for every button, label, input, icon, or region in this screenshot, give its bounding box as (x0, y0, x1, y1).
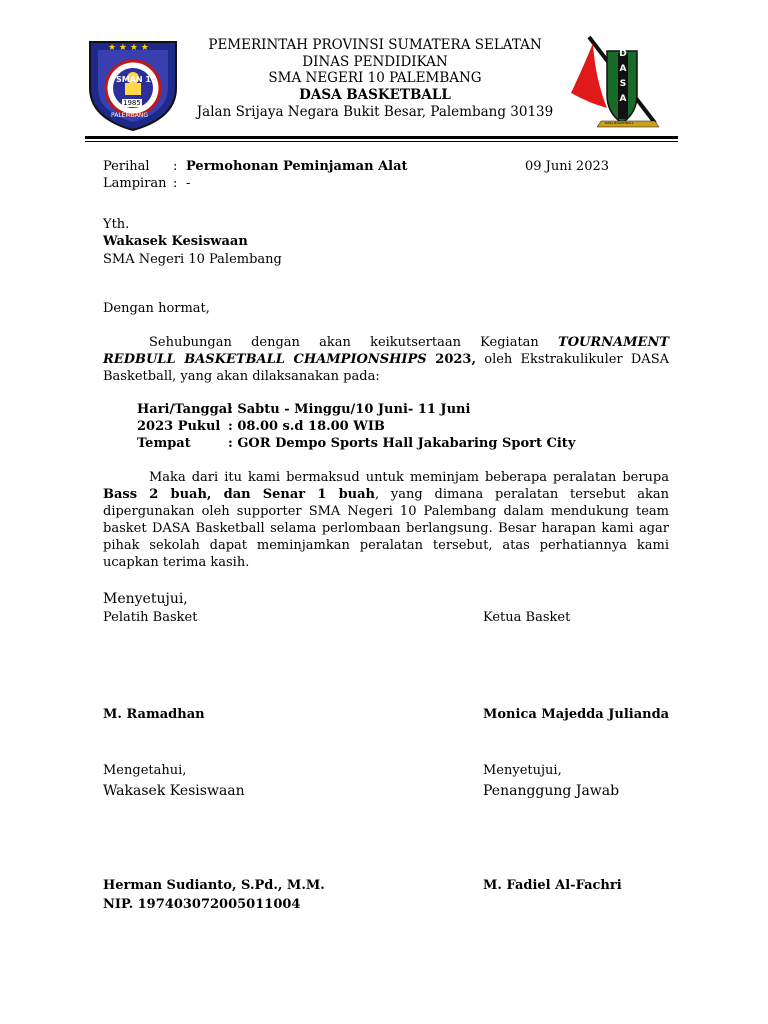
dasa-letter: A (619, 64, 627, 74)
letterhead-line3: SMA NEGERI 10 PALEMBANG (268, 70, 482, 86)
lampiran-label: Lampiran (103, 176, 167, 191)
school-logo-bottom-text: PALEMBANG (111, 112, 149, 119)
captain-name: Monica Majedda Julianda (483, 707, 670, 722)
perihal-value: Permohonan Peminjaman Alat (186, 159, 408, 174)
letterhead-rule-thick (85, 136, 678, 139)
dasa-letter: S (619, 79, 627, 89)
schedule-time-label: 2023 Pukul (137, 419, 221, 434)
dasa-logo-banner: DASA BASKETBALL (605, 121, 634, 125)
vice-principal-nip: NIP. 197403072005011004 (103, 897, 301, 912)
body1-post: oleh Ekstrakulikuler DASA Basketball, yang akan dilaksanakan pada: (103, 352, 669, 384)
dasa-letter: D (619, 49, 627, 59)
lampiran-value: - (186, 176, 191, 191)
body2-post: , yang dimana peralatan tersebut akan dipergunakan oleh supporter SMA Negeri 10 Palembang dalam mendukung team basket DASA Basketball selama perlombaan berlangsung. Besar harapan kami agar pihak sekolah dapat meminjamkan peralatan tersebut, atas perhatiannya kami ucapkan terima kasih. (103, 487, 669, 570)
letter-date: 09 Juni 2023 (525, 159, 610, 174)
body-paragraph-1 (103, 334, 669, 385)
schedule-place-value: : GOR Dempo Sports Hall Jakabaring Sport City (228, 436, 576, 451)
lampiran-separator: : (173, 176, 178, 191)
body2-pre: Maka dari itu kami bermaksud untuk meminjam beberapa peralatan berupa (149, 470, 669, 485)
schedule-day-label: Hari/Tanggal (137, 402, 233, 417)
svg-text:★ ★ ★ ★: ★ ★ ★ ★ (108, 43, 149, 53)
letterhead-address: Jalan Srijaya Negara Bukit Besar, Palembang 30139 (196, 104, 554, 120)
vice-principal-name: Herman Sudianto, S.Pd., M.M. (103, 878, 325, 893)
responsible-title: Penanggung Jawab (483, 783, 620, 799)
greeting: Dengan hormat, (103, 301, 210, 316)
body1-pre: Sehubungan dengan akan keikutsertaan Kegiatan (149, 335, 559, 350)
letterhead (160, 37, 590, 121)
letterhead-line2: DINAS PENDIDIKAN (302, 53, 448, 70)
recipient-name: Wakasek Kesiswaan (103, 234, 248, 249)
school-logo-year: 1985 (123, 99, 141, 107)
approve2-label: Menyetujui, (483, 763, 562, 778)
perihal-label: Perihal (103, 159, 150, 174)
schedule-day-value: : Sabtu - Minggu/10 Juni- 11 Juni (228, 402, 471, 417)
borrowed-items: Bass 2 buah, dan Senar 1 buah (103, 487, 375, 502)
letterhead-rule-thin (85, 141, 678, 142)
approve-label: Menyetujui, (103, 591, 188, 607)
coach-title: Pelatih Basket (103, 610, 198, 625)
coach-name: M. Ramadhan (103, 707, 205, 722)
dasa-logo (567, 33, 663, 129)
school-logo-top-text: SMAN 10 (116, 75, 157, 84)
captain-title: Ketua Basket (483, 610, 571, 625)
letterhead-line1: PEMERINTAH PROVINSI SUMATERA SELATAN (208, 37, 542, 53)
event-name: TOURNAMENT REDBULL BASKETBALL CHAMPIONSHIPS (103, 335, 669, 367)
dasa-letter: A (619, 94, 627, 104)
recipient-organization: SMA Negeri 10 Palembang (103, 252, 282, 267)
letterhead-line4: DASA BASKETBALL (299, 86, 451, 103)
perihal-separator: : (173, 159, 178, 174)
schedule-time-value: : 08.00 s.d 18.00 WIB (228, 419, 385, 434)
event-year: 2023, (426, 352, 476, 367)
recipient-salutation: Yth. (103, 217, 130, 232)
acknowledge-label: Mengetahui, (103, 763, 187, 778)
responsible-name: M. Fadiel Al-Fachri (483, 878, 622, 893)
dasa-logo-letters (619, 47, 627, 107)
schedule-place-label: Tempat (137, 436, 191, 451)
body-paragraph-2 (103, 469, 669, 571)
vice-principal-title: Wakasek Kesiswaan (103, 783, 245, 799)
